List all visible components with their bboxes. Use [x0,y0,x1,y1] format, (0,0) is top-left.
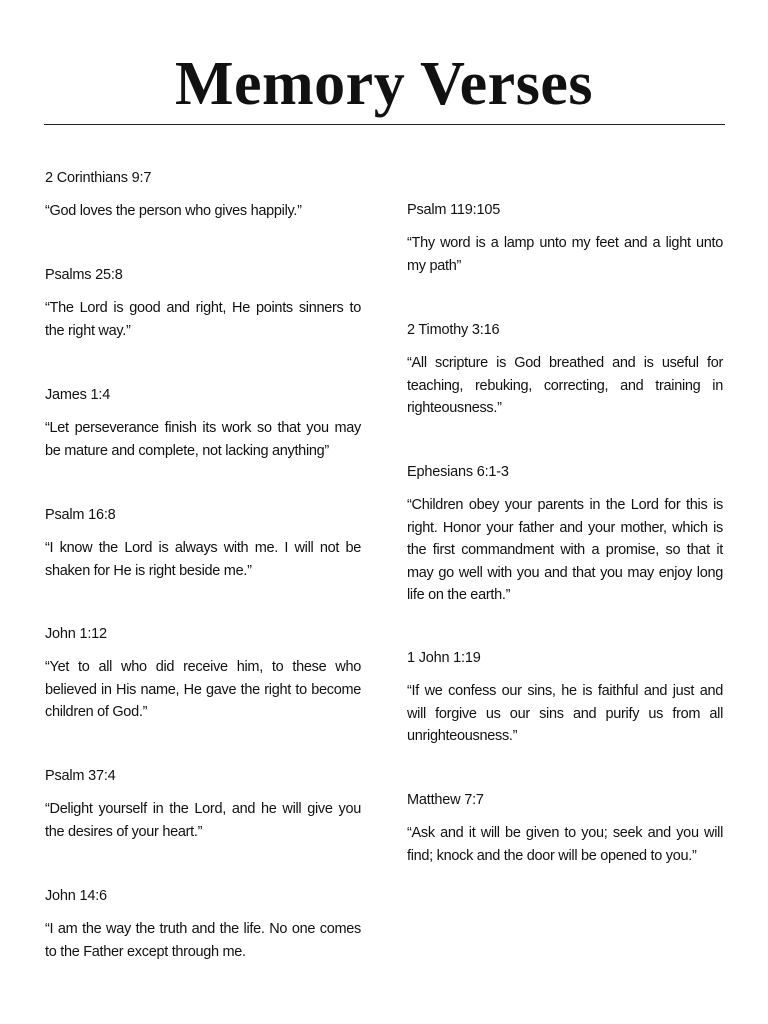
title-divider [44,124,725,125]
verse-reference: 1 John 1:19 [407,650,481,666]
verse-reference: John 1:12 [45,626,107,642]
verse-block [45,886,361,963]
verse-block [407,320,723,420]
verse-text: “I know the Lord is always with me. I will not be shaken for He is right beside me.” [45,540,361,579]
verse-block [407,648,723,748]
verse-reference: Psalm 16:8 [45,507,116,523]
verse-text: “Thy word is a lamp unto my feet and a light unto my path” [407,235,723,274]
verse-text: “Yet to all who did receive him, to these who believed in His name, He gave the right to become children of God.” [45,659,361,720]
verse-text: “If we confess our sins, he is faithful and just and will forgive us our sins and purify us from all unrighteousness.” [407,683,723,744]
verse-reference: 2 Timothy 3:16 [407,322,500,338]
verse-text: “Children obey your parents in the Lord for this is right. Honor your father and your mother, which is the first commandment with a promise, so that it may go well with you and that you may enjoy long life on the earth.” [407,497,723,603]
verse-block [407,790,723,867]
verse-block [45,766,361,843]
verse-reference: Ephesians 6:1-3 [407,464,509,480]
verse-text: “Let perseverance finish its work so that you may be mature and complete, not lacking anything” [45,420,361,459]
verse-text: “All scripture is God breathed and is useful for teaching, rebuking, correcting, and training in righteousness.” [407,355,723,416]
verse-text: “Ask and it will be given to you; seek and you will find; knock and the door will be opened to you.” [407,825,723,864]
verse-block [407,200,723,277]
verse-block [45,168,361,223]
verse-text: “The Lord is good and right, He points sinners to the right way.” [45,300,361,339]
verse-reference: John 14:6 [45,888,107,904]
verse-text: “God loves the person who gives happily.” [45,203,302,219]
verse-block [45,385,361,462]
verse-block [407,462,723,607]
verse-reference: Matthew 7:7 [407,792,484,808]
verse-block [45,505,361,582]
verse-block [45,624,361,724]
verse-text: “Delight yourself in the Lord, and he will give you the desires of your heart.” [45,801,361,840]
verse-reference: Psalm 37:4 [45,768,116,784]
verse-reference: 2 Corinthians 9:7 [45,170,152,186]
verse-text: “I am the way the truth and the life. No one comes to the Father except through me. [45,921,361,960]
verse-block [45,265,361,342]
page-title: Memory Verses [175,50,593,118]
verse-reference: Psalm 119:105 [407,202,501,218]
verse-reference: Psalms 25:8 [45,267,123,283]
verse-reference: James 1:4 [45,387,111,403]
